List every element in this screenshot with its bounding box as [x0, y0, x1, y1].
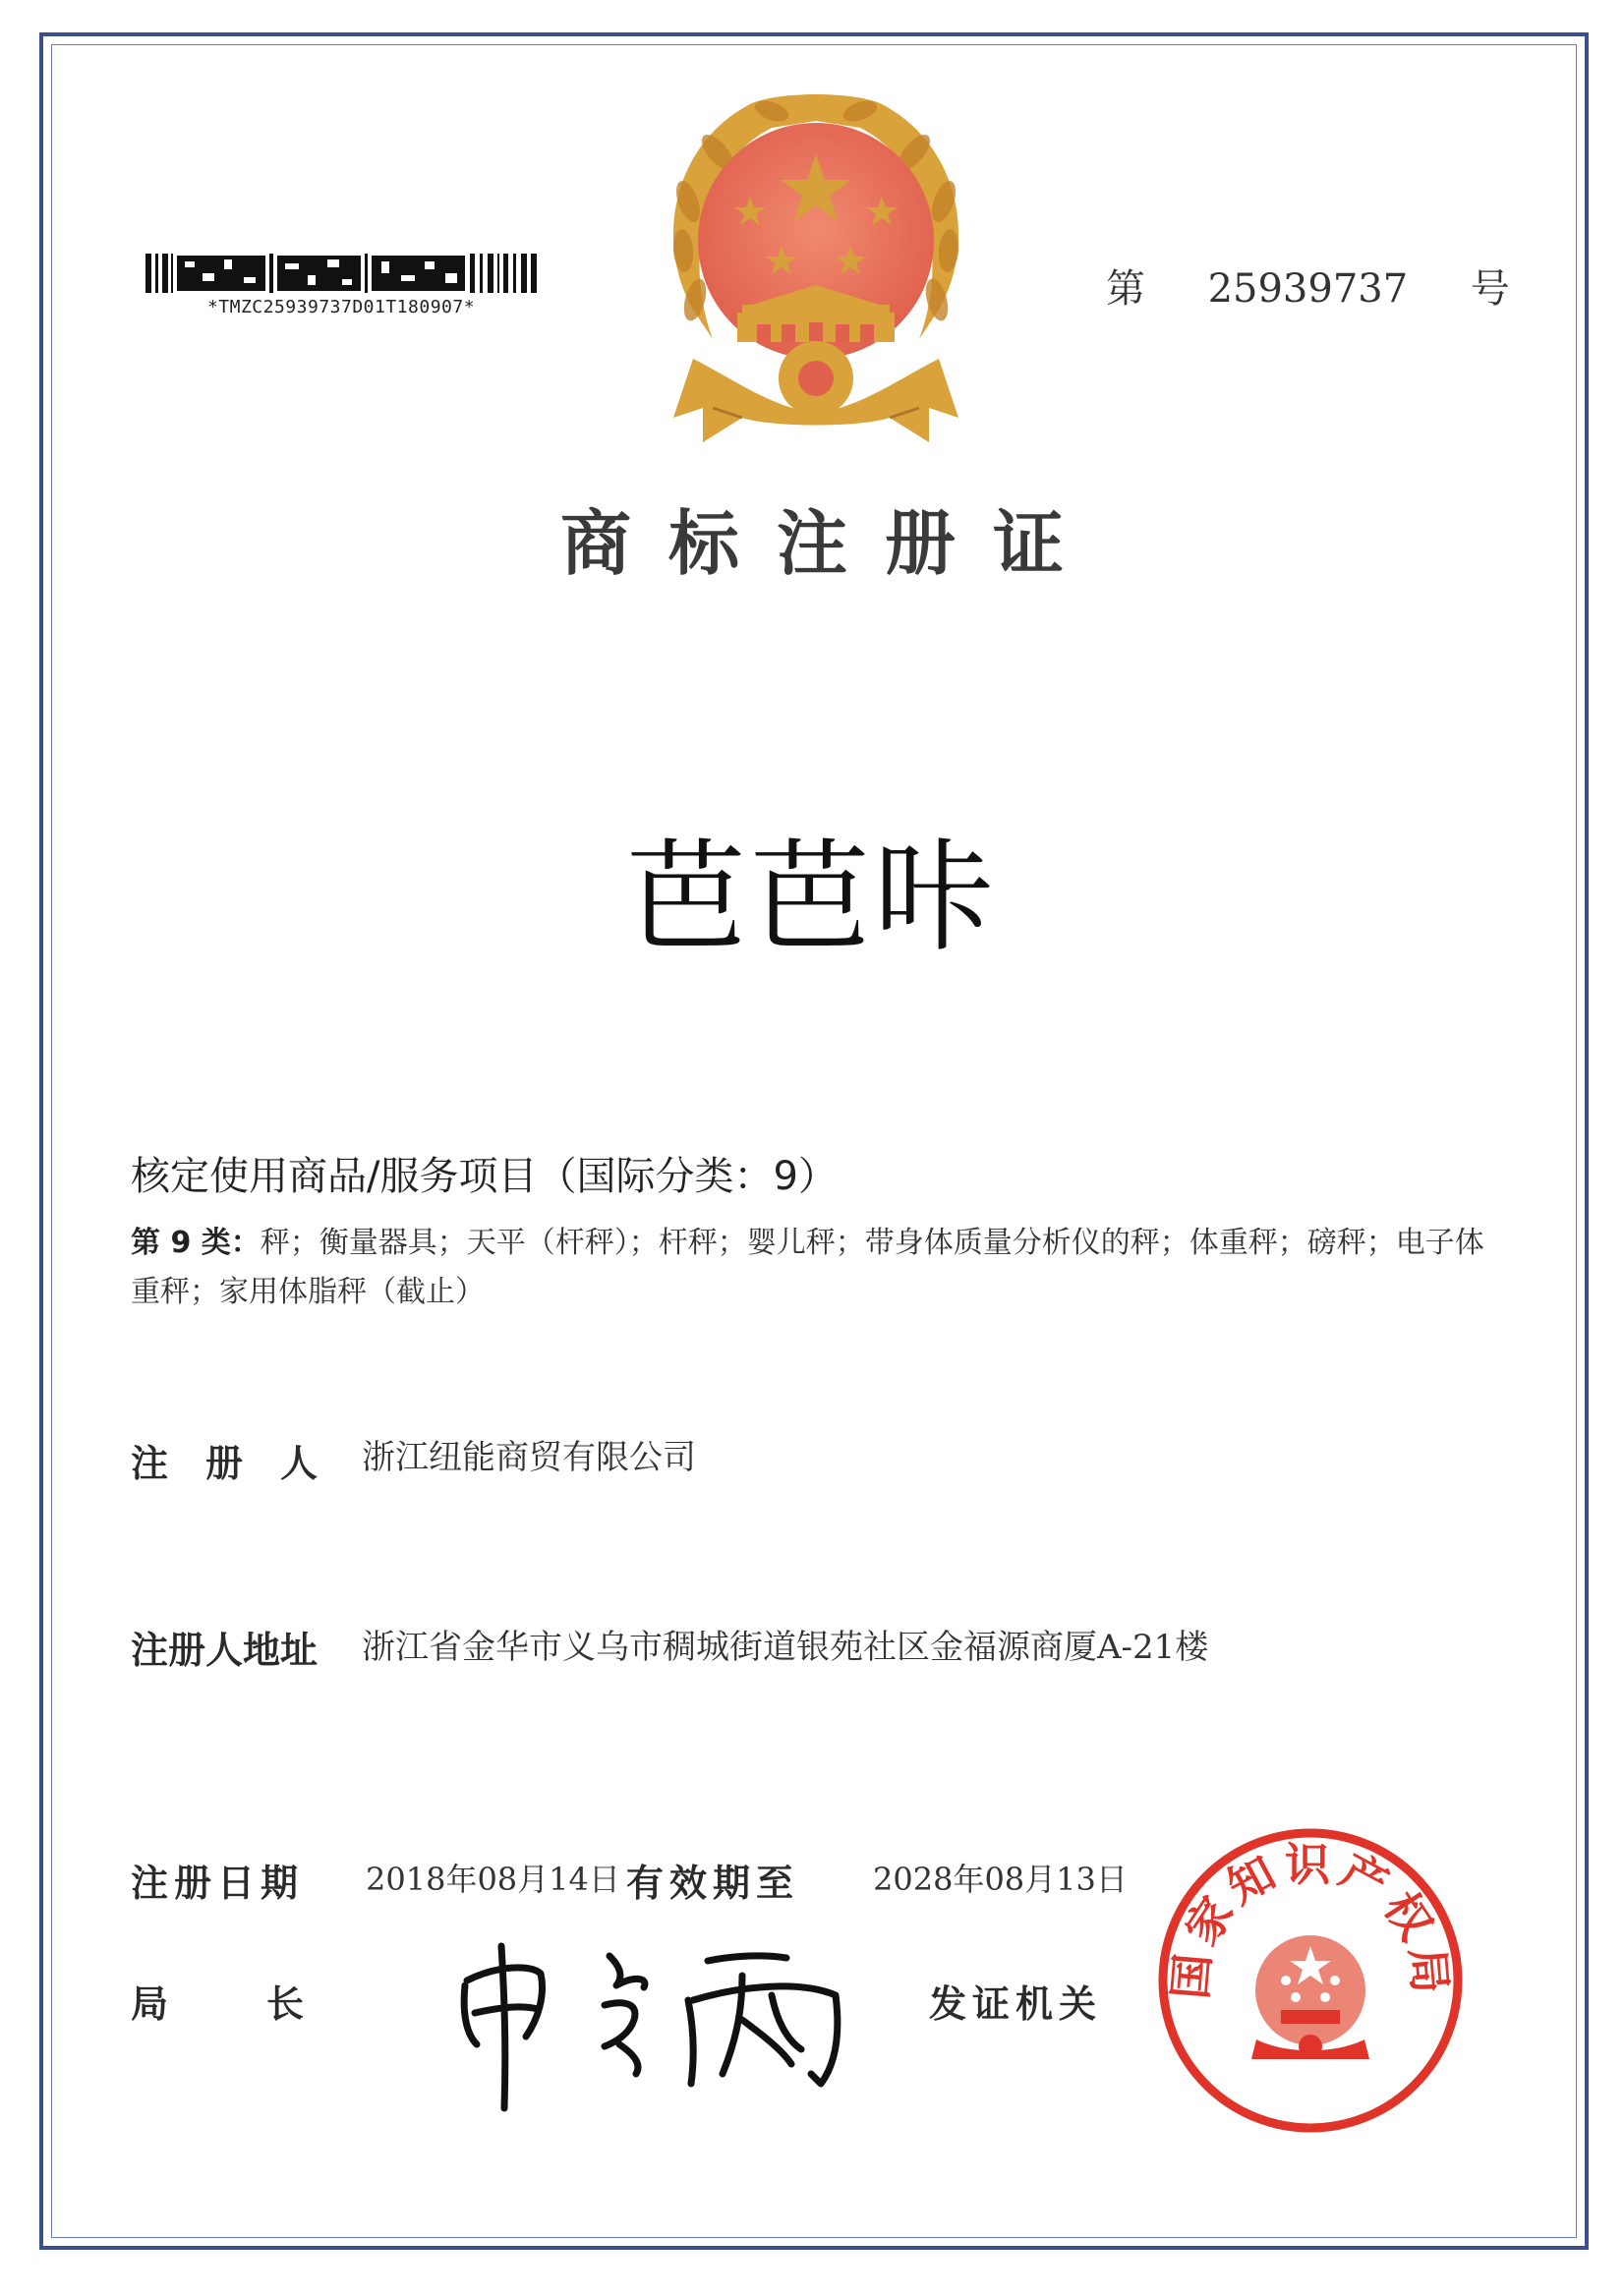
signature-icon [447, 1926, 860, 2113]
registration-date-value: 2018年08月14日 [366, 1861, 620, 1898]
goods-heading: 核定使用商品/服务项目（国际分类：9） [131, 1154, 838, 1199]
registration-number-value: 25939737 [1207, 266, 1409, 312]
registrant-label: 注册人 [131, 1442, 356, 1485]
registration-number-prefix: 第 [1106, 266, 1145, 312]
barcode-text: *TMZC25939737D01T180907* [206, 297, 476, 317]
goods-items: 秤；衡量器具；天平（杆秤）；杆秤；婴儿秤；带身体质量分析仪的秤；体重秤；磅秤；电子体重秤；家用体脂秤（截止） [131, 1226, 1484, 1309]
address-value: 浙江省金华市义乌市稠城街道银苑社区金福源商厦A-21楼 [362, 1628, 1209, 1667]
certificate-title: 商标注册证 [559, 502, 1101, 585]
registrant-value: 浙江纽能商贸有限公司 [362, 1438, 696, 1477]
registration-number-suffix: 号 [1470, 266, 1510, 312]
valid-until-label: 有效期至 [626, 1862, 800, 1905]
official-seal-icon [1148, 1818, 1473, 2143]
goods-list [131, 1219, 1487, 1317]
svg-text:国家知识产权局: 国家知识产权局 [1163, 1837, 1458, 2002]
goods-class-label: 第 9 类： [131, 1226, 261, 1260]
barcode-image [145, 254, 537, 293]
valid-until-value: 2028年08月13日 [873, 1861, 1128, 1898]
director-label: 局长 [131, 1982, 403, 2026]
registration-date-label: 注册日期 [131, 1862, 305, 1905]
registration-number [1106, 258, 1510, 314]
address-label: 注册人地址 [131, 1629, 319, 1672]
national-emblem-icon [634, 84, 998, 472]
trademark-name: 芭芭咔 [626, 828, 998, 967]
issuer-label: 发证机关 [929, 1982, 1103, 2026]
